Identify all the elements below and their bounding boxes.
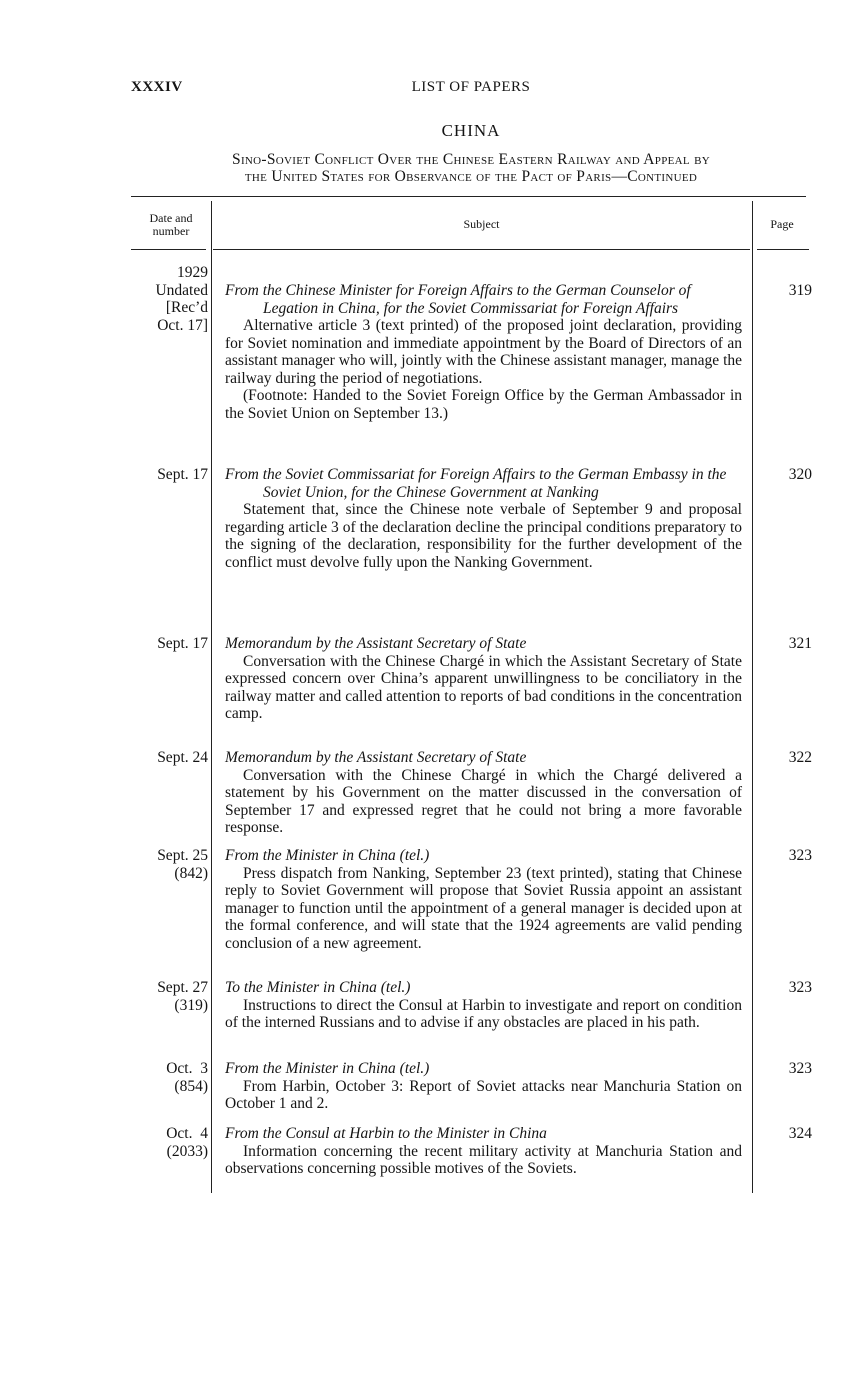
entry-subject [225, 847, 742, 952]
entry-summary: Conversation with the Chinese Chargé in which the Assistant Secretary of State expressed concern over China’s apparent unwillingness to be conciliatory in the railway matter and called attention to reports of bad conditions in the concentration camp. [225, 652, 742, 722]
entry-date: Sept. 17 [157, 635, 208, 652]
subject-header-rule [213, 249, 750, 250]
right-column-divider [752, 201, 753, 1193]
entry-summary: Conversation with the Chinese Chargé in which the Chargé delivered a statement by his Government on the matter discussed in the conversation of September 17 and expressed regret that he could not bring a more favorable response. [225, 766, 742, 836]
entry-date: Sept. 17 [157, 466, 208, 483]
entry-title: To the Minister in China (tel.) [225, 979, 411, 996]
section-title-line-1: Sino-Soviet Conflict Over the Chinese Eastern Railway and Appeal by [232, 151, 710, 168]
entry-page: 323 [788, 1060, 812, 1077]
entry-subject [225, 979, 742, 1032]
entry-title: Memorandum by the Assistant Secretary of State [225, 749, 527, 766]
entry-date: Sept. 27 (319) [157, 979, 208, 1014]
entry-footnote: (Footnote: Handed to the Soviet Foreign Office by the German Ambassador in the Soviet Union on September 13.) [225, 387, 742, 422]
table-top-rule [131, 196, 806, 197]
column-header-date: Date and number [149, 211, 193, 238]
entry-subject [225, 1125, 742, 1178]
entry-page: 319 [788, 282, 812, 299]
entry-date: Sept. 24 [157, 749, 208, 766]
entry-summary: Information concerning the recent military activity at Manchuria Station and observations concerning possible motives of the Soviets. [225, 1142, 742, 1177]
entry-page: 321 [788, 635, 812, 652]
entry-page: 320 [788, 466, 812, 483]
entry-title: From the Minister in China (tel.) [225, 1060, 430, 1077]
entry-date: 1929 Undated [Rec’d Oct. 17] [155, 264, 208, 334]
country-heading: CHINA [441, 121, 501, 140]
entry-summary: Alternative article 3 (text printed) of the proposed joint declaration, providing for Soviet nomination and immediate appointment by the Board of Directors of an assistant manager who will, jointly with the Chinese assistant manager, manage the railway during the period of negotiations. [225, 317, 742, 387]
entry-subject [225, 635, 742, 723]
left-column-divider [211, 201, 212, 1193]
entry-subject [225, 282, 742, 422]
running-title: LIST OF PAPERS [411, 79, 531, 95]
entry-summary: Statement that, since the Chinese note verbale of September 9 and proposal regarding article 3 of the declaration decline the principal conditions preparatory to the signing of the declaration, responsibility for the further development of the conflict must devolve fully upon the Nanking Government. [225, 501, 742, 571]
page-header-rule [757, 249, 809, 250]
date-header-rule [131, 249, 206, 250]
entry-page: 323 [788, 847, 812, 864]
entry-title: Memorandum by the Assistant Secretary of State [225, 635, 527, 652]
entry-title: From the Chinese Minister for Foreign Affairs to the German Counselor of Legation in China, for the Soviet Commissariat for Foreign Affairs [225, 282, 691, 317]
column-header-page: Page [770, 217, 794, 231]
entry-date: Oct. 4 (2033) [166, 1125, 208, 1160]
entry-subject [225, 1060, 742, 1113]
entry-page: 324 [788, 1125, 812, 1142]
section-title [131, 151, 811, 185]
entry-summary: Press dispatch from Nanking, September 23 (text printed), stating that Chinese reply to Soviet Government will propose that Soviet Russia appoint an assistant manager to function until the appointment of a general manager is decided upon at the formal conference, and will state that the 1924 agreements are valid pending conclusion of a new agreement. [225, 864, 742, 952]
entry-title: From the Consul at Harbin to the Minister in China [225, 1125, 547, 1142]
entry-date: Sept. 25 (842) [157, 847, 208, 882]
entry-title: From the Minister in China (tel.) [225, 847, 430, 864]
column-header-subject: Subject [463, 217, 500, 231]
page-number: XXXIV [131, 79, 183, 95]
section-title-line-2: the United States for Observance of the Pact of Paris—Continued [244, 168, 698, 185]
entry-subject [225, 749, 742, 837]
entry-page: 323 [788, 979, 812, 996]
running-head [131, 79, 811, 99]
entry-summary: From Harbin, October 3: Report of Soviet attacks near Manchuria Station on October 1 and 2. [225, 1077, 742, 1112]
entry-summary: Instructions to direct the Consul at Harbin to investigate and report on condition of the interned Russians and to advise if any obstacles are placed in his path. [225, 996, 742, 1031]
entry-subject [225, 466, 742, 571]
entry-page: 322 [788, 749, 812, 766]
entry-title: From the Soviet Commissariat for Foreign Affairs to the German Embassy in the Soviet Union, for the Chinese Government at Nanking [225, 466, 727, 501]
entry-date: Oct. 3 (854) [166, 1060, 208, 1095]
